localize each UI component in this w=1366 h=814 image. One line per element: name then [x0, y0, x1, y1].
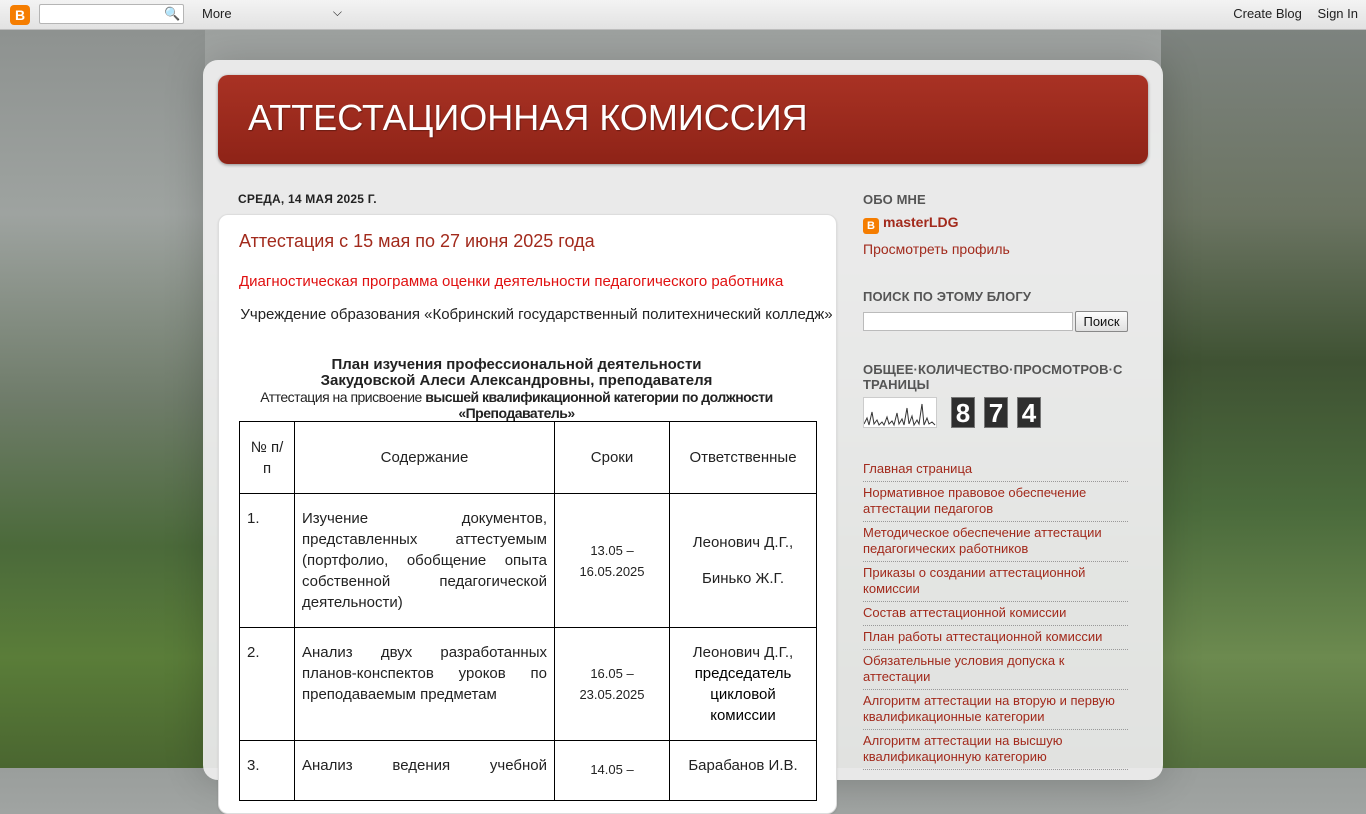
row-responsible: Барабанов И.В.: [670, 741, 817, 801]
search-icon[interactable]: 🔍: [164, 6, 181, 21]
views-sparkline: [863, 397, 937, 428]
plan-table: [239, 421, 817, 801]
pages-list: [863, 458, 1128, 770]
row-responsible: [670, 494, 817, 628]
row-content: Анализ ведения учебной: [295, 741, 555, 801]
create-blog-link[interactable]: Create Blog: [1233, 6, 1302, 21]
table-row: [240, 494, 817, 628]
more-dropdown[interactable]: [202, 6, 342, 23]
plan-line-2: Закудовской Алеси Александровны, преподавателя: [320, 372, 713, 389]
blogger-navbar: [0, 0, 1366, 30]
row-num: 3.: [240, 741, 295, 801]
views-digit: 8: [951, 397, 975, 428]
blogger-icon: B: [863, 218, 879, 234]
institution-name: Учреждение образования «Кобринский государственный политехнический колледж»: [240, 306, 833, 323]
plan-line-1: План изучения профессиональной деятельности: [331, 356, 702, 373]
page-link-conditions[interactable]: Обязательные условия допуска к аттестации: [863, 650, 1128, 690]
post-date: СРЕДА, 14 МАЯ 2025 Г.: [238, 192, 377, 206]
table-row: [240, 741, 817, 801]
header-content: Содержание: [295, 422, 555, 494]
blog-title[interactable]: АТТЕСТАЦИОННАЯ КОМИССИЯ: [248, 97, 808, 138]
sign-in-link[interactable]: Sign In: [1317, 6, 1358, 21]
header-term: Сроки: [555, 422, 670, 494]
responsible-1: Леонович Д.Г.,: [692, 644, 794, 661]
row-num: 1.: [240, 494, 295, 628]
views-digit: 4: [1017, 397, 1041, 428]
navbar-search-input[interactable]: [39, 4, 184, 24]
background-right: [1161, 30, 1366, 768]
sparkline-graph: [864, 398, 936, 427]
about-title: ОБО МНЕ: [863, 192, 926, 207]
chevron-down-icon: ⌵: [332, 5, 342, 19]
blogger-logo-icon[interactable]: B: [10, 5, 30, 25]
views-digit: 7: [984, 397, 1008, 428]
post-subtitle: Диагностическая программа оценки деятельности педагогического работника: [239, 273, 784, 290]
table-header-row: [240, 422, 817, 494]
row-num: 2.: [240, 628, 295, 741]
page-link-work-plan[interactable]: План работы аттестационной комиссии: [863, 626, 1128, 650]
search-title: ПОИСК ПО ЭТОМУ БЛОГУ: [863, 289, 1032, 304]
attestation-line: [239, 389, 794, 421]
navbar-right: [1221, 6, 1358, 21]
row-term: 16.05 – 23.05.2025: [555, 628, 670, 741]
header-num: № п/п: [240, 422, 295, 494]
background-left: [0, 30, 205, 768]
attestation-category: высшей квалификационной категории по должности «Преподаватель»: [425, 389, 773, 421]
plan-heading: [239, 357, 794, 389]
post: [218, 214, 837, 814]
profile-name[interactable]: masterLDG: [883, 214, 959, 230]
view-profile-link[interactable]: Просмотреть профиль: [863, 241, 1010, 257]
page-link-algorithm-highest[interactable]: Алгоритм аттестации на высшую квалификационную категорию: [863, 730, 1128, 770]
blog-header: [218, 75, 1148, 164]
row-content: Изучение документов, представленных аттестуемым (портфолио, обобщение опыта собственной педагогической деятельности): [295, 494, 555, 628]
page-link-methodology[interactable]: Методическое обеспечение аттестации педагогических работников: [863, 522, 1128, 562]
profile-name-link[interactable]: [863, 214, 958, 234]
row-responsible: [670, 628, 817, 741]
search-button[interactable]: Поиск: [1075, 311, 1128, 332]
more-label: More: [202, 6, 232, 21]
row-content: Анализ двух разработанных планов-конспектов уроков по преподаваемым предметам: [295, 628, 555, 741]
page-link-algorithm-1-2[interactable]: Алгоритм аттестации на вторую и первую квалификационные категории: [863, 690, 1128, 730]
responsible-2: Бинько Ж.Г.: [701, 570, 785, 587]
header-responsible: Ответственные: [670, 422, 817, 494]
blog-search-input[interactable]: [863, 312, 1073, 331]
attestation-prefix: Аттестация на присвоение: [260, 389, 422, 405]
page-link-orders[interactable]: Приказы о создании аттестационной комиссии: [863, 562, 1128, 602]
page-link-home[interactable]: Главная страница: [863, 458, 1128, 482]
views-title: ОБЩЕЕ·КОЛИЧЕСТВО·ПРОСМОТРОВ·СТРАНИЦЫ: [863, 362, 1123, 392]
row-term: 14.05 –: [555, 741, 670, 801]
page-link-commission[interactable]: Состав аттестационной комиссии: [863, 602, 1128, 626]
responsible-2: председатель цикловой комиссии: [694, 665, 792, 724]
table-row: [240, 628, 817, 741]
row-term: 13.05 – 16.05.2025: [555, 494, 670, 628]
responsible-1: Леонович Д.Г.,: [692, 534, 794, 551]
page-link-regulations[interactable]: Нормативное правовое обеспечение аттестации педагогов: [863, 482, 1128, 522]
post-title[interactable]: Аттестация с 15 мая по 27 июня 2025 года: [239, 231, 595, 251]
